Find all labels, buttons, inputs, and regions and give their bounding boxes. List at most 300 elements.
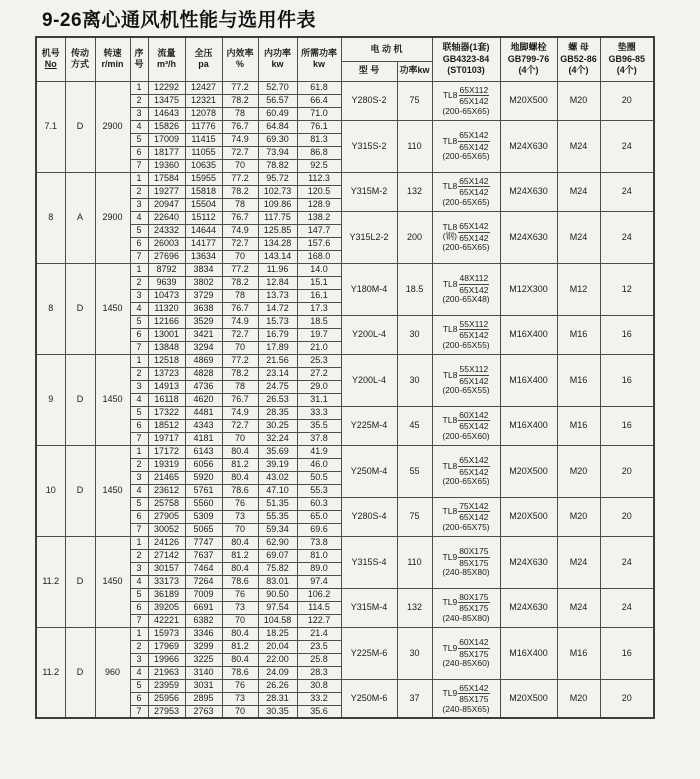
cell-pressure: 3225 <box>185 653 222 666</box>
coupling-fraction: $\frac{65X142}{65X142}$ <box>459 130 489 152</box>
cell-seq: 4 <box>130 484 148 497</box>
cell-pressure: 4620 <box>185 393 222 406</box>
cell-internal-power: 26.26 <box>258 679 297 692</box>
coupling-type: TL8 <box>442 460 458 471</box>
cell-motor-power: 30 <box>397 627 432 679</box>
cell-seq: 2 <box>130 458 148 471</box>
cell-seq: 3 <box>130 289 148 302</box>
cell-coupling <box>432 445 500 497</box>
cell-internal-power: 26.53 <box>258 393 297 406</box>
cell-motor-model: Y280S-2 <box>341 81 397 120</box>
header-line: 联轴器(1套) <box>442 42 490 53</box>
cell-machine-no: 10 <box>36 445 65 536</box>
cell-efficiency: 70 <box>222 341 258 354</box>
cell-internal-power: 30.25 <box>258 419 297 432</box>
cell-seq: 1 <box>130 81 148 94</box>
cell-required-power: 147.7 <box>297 224 341 237</box>
cell-flow: 19360 <box>148 159 185 172</box>
cell-internal-power: 83.01 <box>258 575 297 588</box>
cell-motor-model: Y225M-6 <box>341 627 397 679</box>
cell-pressure: 6143 <box>185 445 222 458</box>
cell-internal-power: 117.75 <box>258 211 297 224</box>
cell-anchor-bolt: M20X500 <box>500 679 557 718</box>
cell-efficiency: 76.7 <box>222 393 258 406</box>
cell-motor-model: Y315M-4 <box>341 588 397 627</box>
cell-flow: 19319 <box>148 458 185 471</box>
cell-drive: A <box>65 172 95 263</box>
cell-required-power: 66.4 <box>297 94 341 107</box>
cell-seq: 4 <box>130 666 148 679</box>
cell-required-power: 27.2 <box>297 367 341 380</box>
cell-efficiency: 74.9 <box>222 406 258 419</box>
cell-flow: 21963 <box>148 666 185 679</box>
cell-flow: 17969 <box>148 640 185 653</box>
cell-flow: 13848 <box>148 341 185 354</box>
cell-required-power: 25.8 <box>297 653 341 666</box>
cell-internal-power: 56.57 <box>258 94 297 107</box>
coupling-size: (200-65X65) <box>442 105 490 116</box>
cell-nut: M24 <box>557 120 600 172</box>
cell-required-power: 46.0 <box>297 458 341 471</box>
cell-machine-no: 8 <box>36 263 65 354</box>
cell-pressure: 6056 <box>185 458 222 471</box>
cell-flow: 39205 <box>148 601 185 614</box>
cell-efficiency: 77.2 <box>222 172 258 185</box>
coupling-fraction: $\frac{65X142}{65X142}$ <box>459 221 489 243</box>
header-line: 号 <box>134 59 144 70</box>
cell-internal-power: 16.79 <box>258 328 297 341</box>
cell-pressure: 11776 <box>185 120 222 133</box>
cell-internal-power: 28.35 <box>258 406 297 419</box>
cell-required-power: 114.5 <box>297 601 341 614</box>
cell-coupling <box>432 536 500 588</box>
cell-speed: 2900 <box>95 172 130 263</box>
cell-flow: 27142 <box>148 549 185 562</box>
cell-motor-model: Y250M-4 <box>341 445 397 497</box>
cell-flow: 16118 <box>148 393 185 406</box>
cell-nut: M20 <box>557 445 600 497</box>
cell-efficiency: 76.7 <box>222 302 258 315</box>
cell-flow: 19966 <box>148 653 185 666</box>
cell-pressure: 4181 <box>185 432 222 445</box>
cell-flow: 22640 <box>148 211 185 224</box>
header-line: pa <box>198 59 209 70</box>
cell-efficiency: 78.6 <box>222 666 258 679</box>
coupling-type: TL9 <box>442 687 458 698</box>
cell-required-power: 112.3 <box>297 172 341 185</box>
cell-anchor-bolt: M20X500 <box>500 497 557 536</box>
col-header-coupling <box>432 37 500 81</box>
cell-flow: 12292 <box>148 81 185 94</box>
cell-flow: 25758 <box>148 497 185 510</box>
cell-pressure: 3729 <box>185 289 222 302</box>
cell-required-power: 61.8 <box>297 81 341 94</box>
cell-efficiency: 73 <box>222 510 258 523</box>
cell-internal-power: 90.50 <box>258 588 297 601</box>
cell-flow: 17009 <box>148 133 185 146</box>
cell-flow: 20947 <box>148 198 185 211</box>
cell-internal-power: 24.09 <box>258 666 297 679</box>
cell-anchor-bolt: M16X400 <box>500 406 557 445</box>
cell-pressure: 5065 <box>185 523 222 536</box>
col-header-washer <box>600 37 654 81</box>
header-line: GB799-76 <box>507 53 550 64</box>
coupling-size: (200-65X65) <box>442 196 490 207</box>
cell-speed: 960 <box>95 627 130 718</box>
cell-required-power: 37.8 <box>297 432 341 445</box>
cell-required-power: 21.0 <box>297 341 341 354</box>
col-header-internal-power <box>258 37 297 81</box>
coupling-type: TL8 <box>442 369 458 380</box>
cell-flow: 14643 <box>148 107 185 120</box>
header-line: GB4323-84 <box>442 53 490 64</box>
cell-internal-power: 95.72 <box>258 172 297 185</box>
cell-flow: 17584 <box>148 172 185 185</box>
cell-required-power: 69.6 <box>297 523 341 536</box>
cell-efficiency: 80.4 <box>222 627 258 640</box>
cell-washer: 16 <box>600 627 654 679</box>
cell-pressure: 7009 <box>185 588 222 601</box>
cell-required-power: 15.1 <box>297 276 341 289</box>
col-header-speed <box>95 37 130 81</box>
cell-seq: 2 <box>130 94 148 107</box>
cell-nut: M24 <box>557 588 600 627</box>
col-header-efficiency <box>222 37 258 81</box>
cell-seq: 4 <box>130 393 148 406</box>
cell-pressure: 2895 <box>185 692 222 705</box>
cell-efficiency: 78 <box>222 107 258 120</box>
cell-required-power: 41.9 <box>297 445 341 458</box>
cell-required-power: 31.1 <box>297 393 341 406</box>
col-header-drive <box>65 37 95 81</box>
cell-required-power: 120.5 <box>297 185 341 198</box>
cell-required-power: 14.0 <box>297 263 341 276</box>
cell-coupling <box>432 315 500 354</box>
cell-washer: 20 <box>600 679 654 718</box>
cell-efficiency: 78 <box>222 198 258 211</box>
cell-required-power: 16.1 <box>297 289 341 302</box>
cell-flow: 17172 <box>148 445 185 458</box>
cell-coupling <box>432 679 500 718</box>
cell-seq: 7 <box>130 341 148 354</box>
col-header-pressure <box>185 37 222 81</box>
cell-washer: 12 <box>600 263 654 315</box>
cell-efficiency: 78.2 <box>222 367 258 380</box>
cell-motor-power: 37 <box>397 679 432 718</box>
cell-efficiency: 80.4 <box>222 536 258 549</box>
cell-required-power: 81.3 <box>297 133 341 146</box>
cell-pressure: 11055 <box>185 146 222 159</box>
cell-anchor-bolt: M24X630 <box>500 588 557 627</box>
cell-internal-power: 73.94 <box>258 146 297 159</box>
cell-efficiency: 81.2 <box>222 458 258 471</box>
cell-drive: D <box>65 445 95 536</box>
col-header-motor-model: 型 号 <box>341 61 397 81</box>
cell-flow: 21465 <box>148 471 185 484</box>
cell-flow: 15826 <box>148 120 185 133</box>
cell-required-power: 76.1 <box>297 120 341 133</box>
page-title: 9-26离心通风机性能与选用件表 <box>42 10 317 31</box>
cell-internal-power: 18.25 <box>258 627 297 640</box>
cell-motor-model: Y200L-4 <box>341 354 397 406</box>
cell-nut: M20 <box>557 497 600 536</box>
col-header-motor: 电 动 机 <box>341 37 432 61</box>
cell-machine-no: 9 <box>36 354 65 445</box>
cell-internal-power: 28.31 <box>258 692 297 705</box>
cell-efficiency: 72.7 <box>222 237 258 250</box>
cell-anchor-bolt: M20X500 <box>500 81 557 120</box>
cell-flow: 30157 <box>148 562 185 575</box>
cell-required-power: 92.5 <box>297 159 341 172</box>
cell-seq: 1 <box>130 172 148 185</box>
coupling-fraction: $\frac{48X112}{65X142}$ <box>459 273 489 295</box>
cell-pressure: 3299 <box>185 640 222 653</box>
header-line: 转速 <box>103 48 122 58</box>
cell-seq: 6 <box>130 419 148 432</box>
cell-flow: 10473 <box>148 289 185 302</box>
cell-drive: D <box>65 536 95 627</box>
cell-internal-power: 62.90 <box>258 536 297 549</box>
cell-motor-power: 110 <box>397 536 432 588</box>
cell-seq: 6 <box>130 692 148 705</box>
col-header-required-power <box>297 37 341 81</box>
cell-pressure: 6382 <box>185 614 222 627</box>
cell-seq: 2 <box>130 185 148 198</box>
cell-nut: M16 <box>557 354 600 406</box>
cell-seq: 5 <box>130 588 148 601</box>
cell-required-power: 35.6 <box>297 705 341 718</box>
cell-efficiency: 70 <box>222 614 258 627</box>
table-row <box>36 81 654 94</box>
cell-efficiency: 74.9 <box>222 133 258 146</box>
header-line: % <box>235 59 244 70</box>
cell-efficiency: 77.2 <box>222 81 258 94</box>
cell-motor-model: Y315L2-2 <box>341 211 397 263</box>
cell-pressure: 3421 <box>185 328 222 341</box>
cell-seq: 2 <box>130 367 148 380</box>
cell-motor-power: 75 <box>397 497 432 536</box>
table-row <box>36 263 654 276</box>
cell-pressure: 12078 <box>185 107 222 120</box>
cell-efficiency: 81.2 <box>222 549 258 562</box>
header-line: kw <box>312 59 325 70</box>
cell-required-power: 21.4 <box>297 627 341 640</box>
cell-anchor-bolt: M24X630 <box>500 536 557 588</box>
cell-flow: 15973 <box>148 627 185 640</box>
cell-efficiency: 78 <box>222 289 258 302</box>
cell-internal-power: 59.34 <box>258 523 297 536</box>
cell-motor-model: Y180M-4 <box>341 263 397 315</box>
cell-seq: 6 <box>130 510 148 523</box>
cell-required-power: 28.3 <box>297 666 341 679</box>
cell-seq: 7 <box>130 614 148 627</box>
cell-flow: 13723 <box>148 367 185 380</box>
cell-efficiency: 78 <box>222 380 258 393</box>
cell-flow: 17322 <box>148 406 185 419</box>
cell-washer: 16 <box>600 354 654 406</box>
header-line: GB52-86 <box>560 53 597 64</box>
cell-seq: 1 <box>130 445 148 458</box>
cell-efficiency: 70 <box>222 523 258 536</box>
cell-seq: 4 <box>130 120 148 133</box>
cell-speed: 1450 <box>95 263 130 354</box>
cell-seq: 5 <box>130 224 148 237</box>
cell-internal-power: 47.10 <box>258 484 297 497</box>
cell-internal-power: 104.58 <box>258 614 297 627</box>
cell-pressure: 6691 <box>185 601 222 614</box>
cell-washer: 24 <box>600 588 654 627</box>
cell-anchor-bolt: M12X300 <box>500 263 557 315</box>
cell-efficiency: 76 <box>222 588 258 601</box>
cell-internal-power: 32.24 <box>258 432 297 445</box>
cell-motor-model: Y280S-4 <box>341 497 397 536</box>
cell-flow: 13475 <box>148 94 185 107</box>
cell-pressure: 4736 <box>185 380 222 393</box>
header-line: (4个) <box>518 64 539 75</box>
coupling-spec <box>434 593 499 623</box>
cell-internal-power: 21.56 <box>258 354 297 367</box>
table-header <box>36 37 654 81</box>
cell-nut: M20 <box>557 679 600 718</box>
col-header-nut <box>557 37 600 81</box>
cell-seq: 5 <box>130 133 148 146</box>
cell-flow: 14913 <box>148 380 185 393</box>
cell-seq: 3 <box>130 198 148 211</box>
cell-seq: 1 <box>130 627 148 640</box>
cell-washer: 24 <box>600 172 654 211</box>
cell-flow: 27696 <box>148 250 185 263</box>
cell-pressure: 15504 <box>185 198 222 211</box>
coupling-fraction: $\frac{80X175}{85X175}$ <box>459 546 489 568</box>
cell-flow: 24332 <box>148 224 185 237</box>
cell-efficiency: 80.4 <box>222 653 258 666</box>
cell-flow: 11320 <box>148 302 185 315</box>
cell-required-power: 122.7 <box>297 614 341 627</box>
cell-seq: 5 <box>130 315 148 328</box>
cell-seq: 4 <box>130 575 148 588</box>
cell-required-power: 33.2 <box>297 692 341 705</box>
coupling-type: TL8 <box>442 278 458 289</box>
cell-efficiency: 76.7 <box>222 211 258 224</box>
coupling-spec <box>434 131 499 161</box>
cell-pressure: 2763 <box>185 705 222 718</box>
cell-motor-power: 75 <box>397 81 432 120</box>
cell-required-power: 50.5 <box>297 471 341 484</box>
cell-pressure: 15955 <box>185 172 222 185</box>
coupling-spec <box>434 86 499 116</box>
cell-anchor-bolt: M20X500 <box>500 445 557 497</box>
cell-motor-model: Y225M-4 <box>341 406 397 445</box>
cell-motor-model: Y200L-4 <box>341 315 397 354</box>
cell-pressure: 14644 <box>185 224 222 237</box>
cell-flow: 12518 <box>148 354 185 367</box>
header-line: GB96-85 <box>608 53 646 64</box>
cell-pressure: 7637 <box>185 549 222 562</box>
cell-required-power: 23.5 <box>297 640 341 653</box>
cell-internal-power: 35.69 <box>258 445 297 458</box>
cell-pressure: 5560 <box>185 497 222 510</box>
cell-seq: 2 <box>130 640 148 653</box>
cell-coupling <box>432 354 500 406</box>
cell-required-power: 65.0 <box>297 510 341 523</box>
header-line: 垫圈 <box>617 42 636 53</box>
cell-required-power: 106.2 <box>297 588 341 601</box>
cell-internal-power: 43.02 <box>258 471 297 484</box>
cell-required-power: 55.3 <box>297 484 341 497</box>
coupling-type: TL8 (钢) <box>442 221 458 242</box>
cell-drive: D <box>65 354 95 445</box>
col-header-anchor-bolt <box>500 37 557 81</box>
table-row <box>36 172 654 185</box>
cell-flow: 19717 <box>148 432 185 445</box>
coupling-size: (200-65X55) <box>442 339 490 350</box>
cell-motor-model: Y315S-4 <box>341 536 397 588</box>
header-line: m³/h <box>157 59 176 70</box>
cell-motor-power: 132 <box>397 588 432 627</box>
cell-efficiency: 72.7 <box>222 328 258 341</box>
cell-anchor-bolt: M24X630 <box>500 172 557 211</box>
cell-required-power: 157.6 <box>297 237 341 250</box>
cell-seq: 7 <box>130 250 148 263</box>
cell-coupling <box>432 120 500 172</box>
cell-washer: 20 <box>600 445 654 497</box>
cell-internal-power: 17.89 <box>258 341 297 354</box>
coupling-spec <box>434 411 499 441</box>
header-line: 序 <box>134 48 144 58</box>
coupling-size: (200-65X75) <box>442 521 490 532</box>
cell-efficiency: 77.2 <box>222 263 258 276</box>
cell-required-power: 25.3 <box>297 354 341 367</box>
cell-internal-power: 75.82 <box>258 562 297 575</box>
cell-speed: 1450 <box>95 445 130 536</box>
table-row <box>36 354 654 367</box>
cell-drive: D <box>65 81 95 172</box>
cell-seq: 7 <box>130 523 148 536</box>
cell-internal-power: 24.75 <box>258 380 297 393</box>
cell-internal-power: 143.14 <box>258 250 297 263</box>
cell-pressure: 10635 <box>185 159 222 172</box>
cell-flow: 12166 <box>148 315 185 328</box>
cell-coupling <box>432 588 500 627</box>
cell-efficiency: 74.9 <box>222 315 258 328</box>
cell-efficiency: 77.2 <box>222 354 258 367</box>
cell-efficiency: 70 <box>222 159 258 172</box>
cell-coupling <box>432 81 500 120</box>
cell-efficiency: 78.6 <box>222 484 258 497</box>
cell-machine-no: 7.1 <box>36 81 65 172</box>
cell-required-power: 71.0 <box>297 107 341 120</box>
header-line: 内效率 <box>226 48 254 58</box>
cell-required-power: 30.8 <box>297 679 341 692</box>
coupling-fraction: $\frac{60X142}{65X142}$ <box>459 409 489 432</box>
cell-drive: D <box>65 627 95 718</box>
cell-internal-power: 60.49 <box>258 107 297 120</box>
cell-internal-power: 12.84 <box>258 276 297 289</box>
cell-seq: 6 <box>130 146 148 159</box>
coupling-spec <box>434 456 499 486</box>
cell-seq: 4 <box>130 302 148 315</box>
cell-seq: 3 <box>130 562 148 575</box>
cell-washer: 24 <box>600 211 654 263</box>
cell-seq: 7 <box>130 705 148 718</box>
header-line: 流量 <box>157 48 176 58</box>
cell-pressure: 12427 <box>185 81 222 94</box>
cell-pressure: 3031 <box>185 679 222 692</box>
header-line: 方式 <box>70 59 89 70</box>
header-line: r/min <box>101 59 124 70</box>
cell-seq: 5 <box>130 679 148 692</box>
cell-coupling <box>432 263 500 315</box>
